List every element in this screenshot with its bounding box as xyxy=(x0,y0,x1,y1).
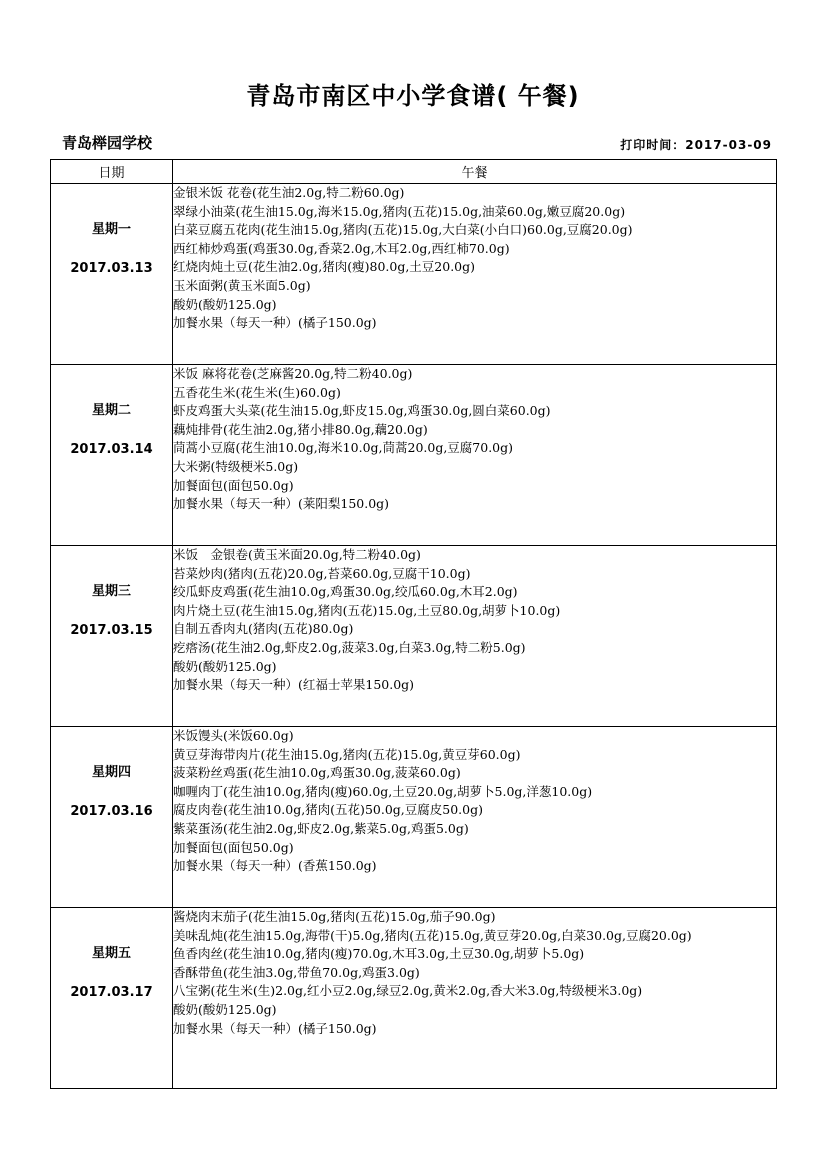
school-name: 青岛榉园学校 xyxy=(62,134,153,152)
dish-item: 酸奶(酸奶125.0g) xyxy=(173,1001,277,1017)
table-row xyxy=(51,546,777,727)
table-row xyxy=(51,908,777,1089)
dish-item: 肉片烧土豆(花生油15.0g,猪肉(五花)15.0g,土豆80.0g,胡萝卜10.0g) xyxy=(173,602,561,618)
dish-item: 西红柿炒鸡蛋(鸡蛋30.0g,香菜2.0g,木耳2.0g,西红柿70.0g) xyxy=(173,240,510,256)
dish-item: 米饭馒头(米饭60.0g) xyxy=(173,728,294,743)
dish-item: 五香花生米(花生米(生)60.0g) xyxy=(173,384,341,400)
date-label: 2017.03.16 xyxy=(70,804,153,819)
dish-item: 酱烧肉末茄子(花生油15.0g,猪肉(五花)15.0g,茄子90.0g) xyxy=(173,909,496,924)
dish-item: 大米粥(特级梗米5.0g) xyxy=(173,458,299,474)
menu-body xyxy=(51,184,777,1089)
dish-item: 腐皮肉卷(花生油10.0g,猪肉(五花)50.0g,豆腐皮50.0g) xyxy=(173,802,483,818)
weekday-label: 星期一 xyxy=(91,222,131,237)
dish-item: 黄豆芽海带肉片(花生油15.0g,猪肉(五花)15.0g,黄豆芽60.0g) xyxy=(173,746,521,762)
dish-item: 香酥带鱼(花生油3.0g,带鱼70.0g,鸡蛋3.0g) xyxy=(173,964,420,980)
lunch-cell xyxy=(173,727,777,908)
dish-item: 疙瘩汤(花生油2.0g,虾皮2.0g,菠菜3.0g,白菜3.0g,特二粉5.0g) xyxy=(173,639,526,655)
table-row xyxy=(51,184,777,365)
lunch-cell xyxy=(173,184,777,365)
weekday-label: 星期四 xyxy=(91,765,131,780)
column-header-date: 日期 xyxy=(51,160,173,184)
dish-item: 加餐面包(面包50.0g) xyxy=(173,477,294,493)
lunch-cell xyxy=(173,546,777,727)
dish-item: 加餐水果（每天一种）(橘子150.0g) xyxy=(173,315,377,331)
dish-item: 加餐面包(面包50.0g) xyxy=(173,839,294,855)
dish-item: 酸奶(酸奶125.0g) xyxy=(173,296,277,312)
dish-item: 八宝粥(花生米(生)2.0g,红小豆2.0g,绿豆2.0g,黄米2.0g,香大米3.0g,特级梗米3.0g) xyxy=(173,983,643,999)
dish-item: 白菜豆腐五花肉(花生油15.0g,猪肉(五花)15.0g,大白菜(小白口)60.0g,豆腐20.0g) xyxy=(173,222,633,238)
day-cell xyxy=(51,908,173,1089)
dish-item: 美味乱炖(花生油15.0g,海带(干)5.0g,猪肉(五花)15.0g,黄豆芽20.0g,白菜30.0g,豆腐20.0g) xyxy=(173,927,692,943)
dish-item: 茼蒿小豆腐(花生油10.0g,海米10.0g,茼蒿20.0g,豆腐70.0g) xyxy=(173,440,514,456)
dish-item: 米饭 金银卷(黄玉米面20.0g,特二粉40.0g) xyxy=(173,547,421,562)
lunch-menu-table xyxy=(50,159,777,1089)
date-label: 2017.03.15 xyxy=(70,623,153,638)
dish-item: 加餐水果（每天一种）(香蕉150.0g) xyxy=(173,858,377,874)
dish-item: 自制五香肉丸(猪肉(五花)80.0g) xyxy=(173,621,354,637)
table-header-row xyxy=(51,160,777,184)
weekday-label: 星期五 xyxy=(91,946,131,961)
date-label: 2017.03.17 xyxy=(70,985,153,1000)
dish-item: 加餐水果（每天一种）(莱阳梨150.0g) xyxy=(173,496,390,512)
date-label: 2017.03.13 xyxy=(70,261,153,276)
lunch-cell xyxy=(173,365,777,546)
dish-item: 咖喱肉丁(花生油10.0g,猪肉(瘦)60.0g,土豆20.0g,胡萝卜5.0g,洋葱10.0g) xyxy=(173,783,593,799)
dish-item: 翠绿小油菜(花生油15.0g,海米15.0g,猪肉(五花)15.0g,油菜60.0g,嫩豆腐20.0g) xyxy=(173,203,626,219)
print-time-value: 2017-03-09 xyxy=(685,138,772,152)
day-cell xyxy=(51,546,173,727)
day-cell xyxy=(51,365,173,546)
lunch-cell xyxy=(173,908,777,1089)
dish-item: 加餐水果（每天一种）(橘子150.0g) xyxy=(173,1020,377,1036)
weekday-label: 星期三 xyxy=(91,584,131,599)
page-title: 青岛市南区中小学食谱( 午餐) xyxy=(246,82,580,110)
dish-item: 玉米面粥(黄玉米面5.0g) xyxy=(173,277,311,293)
print-time xyxy=(620,136,772,153)
dish-item: 藕炖排骨(花生油2.0g,猪小排80.0g,藕20.0g) xyxy=(173,421,428,437)
column-header-lunch: 午餐 xyxy=(173,160,777,184)
dish-item: 加餐水果（每天一种）(红福士苹果150.0g) xyxy=(173,677,415,693)
dish-item: 苔菜炒肉(猪肉(五花)20.0g,苔菜60.0g,豆腐干10.0g) xyxy=(173,565,471,581)
print-time-label: 打印时间： xyxy=(620,138,686,152)
date-label: 2017.03.14 xyxy=(70,442,153,457)
dish-item: 绞瓜虾皮鸡蛋(花生油10.0g,鸡蛋30.0g,绞瓜60.0g,木耳2.0g) xyxy=(173,584,518,600)
dish-item: 金银米饭 花卷(花生油2.0g,特二粉60.0g) xyxy=(173,185,405,200)
dish-item: 紫菜蛋汤(花生油2.0g,虾皮2.0g,紫菜5.0g,鸡蛋5.0g) xyxy=(173,820,469,836)
table-row xyxy=(51,727,777,908)
day-cell xyxy=(51,727,173,908)
dish-item: 红烧肉炖土豆(花生油2.0g,猪肉(瘦)80.0g,土豆20.0g) xyxy=(173,259,476,275)
dish-item: 菠菜粉丝鸡蛋(花生油10.0g,鸡蛋30.0g,菠菜60.0g) xyxy=(173,765,461,781)
dish-item: 鱼香肉丝(花生油10.0g,猪肉(瘦)70.0g,木耳3.0g,土豆30.0g,胡萝卜5.0g) xyxy=(173,946,585,962)
dish-item: 米饭 麻将花卷(芝麻酱20.0g,特二粉40.0g) xyxy=(173,366,413,381)
dish-item: 虾皮鸡蛋大头菜(花生油15.0g,虾皮15.0g,鸡蛋30.0g,圆白菜60.0g) xyxy=(173,403,551,419)
table-row xyxy=(51,365,777,546)
weekday-label: 星期二 xyxy=(91,403,131,418)
dish-item: 酸奶(酸奶125.0g) xyxy=(173,658,277,674)
day-cell xyxy=(51,184,173,365)
